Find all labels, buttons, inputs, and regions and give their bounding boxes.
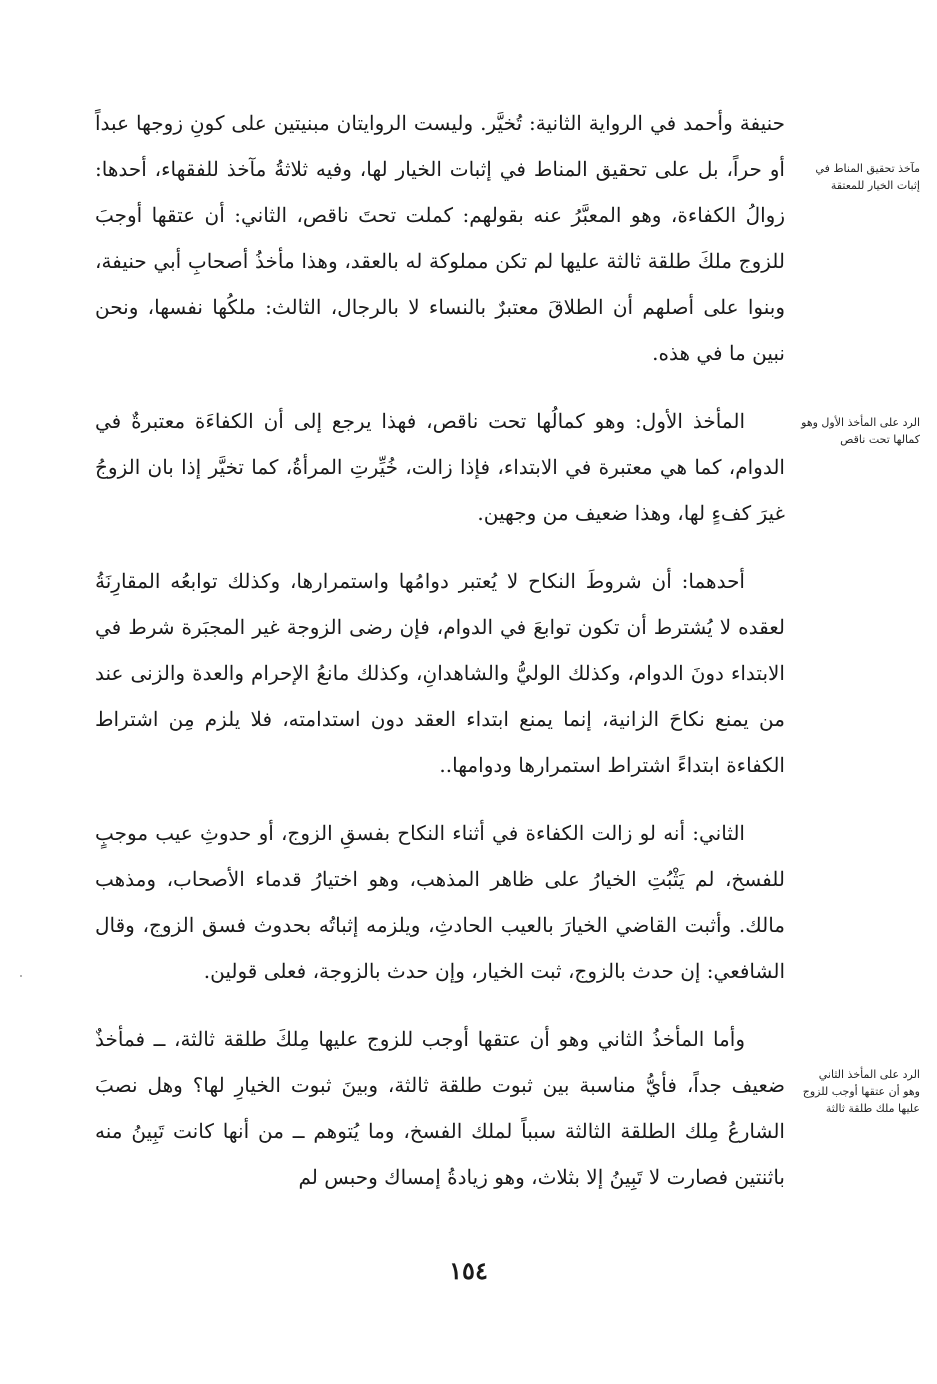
paragraph-1: حنيفة وأحمد في الرواية الثانية: تُخيَّر. وليست الروايتان مبنيتين على كونِ زوجها عبداً أو حراً، بل على تحقيق المناط في إثبات الخيار لها، وفيه ثلاثةُ مآخذ للفقهاء، أحدها: زوالُ الكفاءة، وهو المعبَّرُ عنه بقولهم: كملت تحتَ ناقص، الثاني: أن عتقها أوجبَ للزوج ملكَ طلقة ثالثة عليها لم تكن مملوكة له بالعقد، وهذا مأخذُ أصحابِ أبي حنيفة، وبنوا على أصلهم أن الطلاقَ معتبرٌ بالنساء لا بالرجال، الثالث: ملكُها نفسها، ونحن نبين ما في هذه. bbox=[95, 111, 785, 365]
scan-mark bbox=[20, 975, 22, 977]
paragraph-5: وأما المأخذُ الثاني وهو أن عتقها أوجب للزوج عليها مِلكَ طلقة ثالثة، ــ فمأخذٌ ضعيف جداً، فأيُّ مناسبة بين ثبوت طلقة ثالثة، وبينَ ثبوت الخيارِ لها؟ وهل نصبَ الشارعُ مِلك الطلقة الثالثة سبباً لملك الفسخ، وما يُتوهم ــ من أنها كانت تَبِينُ منه باثنتين فصارت لا تَبِينُ إلا بثلاث، وهو زيادةُ إمساك وحبس لم bbox=[95, 1027, 785, 1189]
paragraph-4: الثاني: أنه لو زالت الكفاءة في أثناء النكاح بفسقِ الزوج، أو حدوثِ عيب موجبٍ للفسخ، لم يَثْبُتِ الخيارُ على ظاهر المذهب، وهو اختيارُ قدماء الأصحاب، ومذهب مالك. وأثبت القاضي الخيارَ بالعيب الحادثِ، ويلزمه إثباتُه بحدوث فسق الزوج، وقال الشافعي: إن حدث بالزوج، ثبت الخيار، وإن حدث بالزوجة، فعلى قولين. bbox=[95, 821, 785, 983]
side-note-2: الرد على المأخذ الأول وهو كمالها تحت ناقص bbox=[801, 416, 920, 446]
page-number: ١٥٤ bbox=[449, 1256, 488, 1285]
paragraph-3: أحدهما: أن شروطَ النكاح لا يُعتبر دوامُها واستمرارها، وكذلك توابعُه المقارِنَةُ لعقده لا يُشترط أن تكون توابعَ في الدوام، فإن رضى الزوجة غير المجبَرة شرط في الابتداء دونَ الدوام، وكذلك الوليُّ والشاهدانِ، وكذلك مانعُ الإحرام والعدة والزنى عند من يمنع نكاحَ الزانية، إنما يمنع ابتداء العقد دون استدامته، فلا يلزم مِن اشتراط الكفاءة ابتداءً اشتراط استمرارها ودوامها.. bbox=[95, 569, 785, 777]
side-note-3: الرد على المأخذ الثاني وهو أن عتقها أوجب للزوج عليها ملك طلقة ثالثة bbox=[802, 1068, 920, 1115]
side-note-1: مآخذ تحقيق المناط في إثبات الخيار للمعتقة bbox=[815, 162, 920, 192]
paragraph-2: المأخذ الأول: وهو كمالُها تحت ناقص، فهذا يرجع إلى أن الكفاءَة معتبرةٌ في الدوام، كما هي معتبرة في الابتداء، فإذا زالت، خُيِّرتِ المرأةُ، كما تخيَّر إذا بان الزوجُ غيرَ كفءٍ لها، وهذا ضعيف من وجهين. bbox=[95, 409, 785, 525]
main-text bbox=[95, 100, 785, 1222]
